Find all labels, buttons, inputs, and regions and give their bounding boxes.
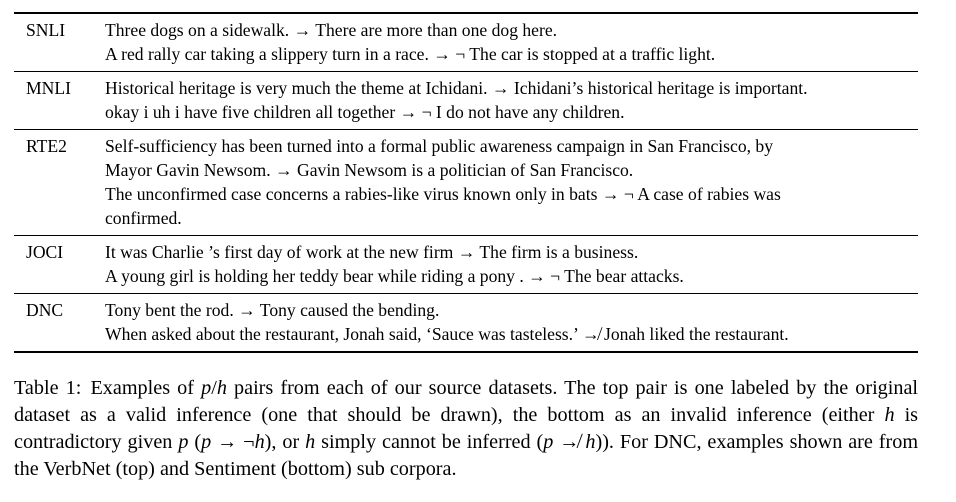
example-cell <box>104 72 918 130</box>
example-cell <box>104 294 918 353</box>
math-p: p <box>178 431 189 453</box>
table-row-rte2 <box>14 130 918 236</box>
caption-text: simply cannot be inferred ( <box>321 431 544 453</box>
table-row-snli <box>14 13 918 72</box>
math-not-arrow: ↛ <box>559 431 580 453</box>
example-cell <box>104 13 918 72</box>
dataset-label: DNC <box>26 300 64 320</box>
example-line: confirmed. <box>105 208 182 228</box>
caption-text: ( <box>194 431 202 453</box>
caption-text: )). For DNC, examples shown are from the VerbNet (top) and Sentiment (bottom) sub corpora. <box>14 431 919 480</box>
example-line: okay i uh i have five children all together → ¬ I do not have any children. <box>105 102 625 122</box>
example-line: A red rally car taking a slippery turn in a race. → ¬ The car is stopped at a traffic light. <box>105 44 716 64</box>
math-p: p <box>201 431 212 453</box>
dataset-label: SNLI <box>26 20 66 40</box>
example-line: Tony bent the rod. → Tony caused the bending. <box>105 300 440 320</box>
dataset-label: JOCI <box>26 242 64 262</box>
math-h: h <box>254 431 265 453</box>
dataset-label: MNLI <box>26 78 71 98</box>
table-row-dnc <box>14 294 918 353</box>
math-h: h <box>884 404 895 426</box>
math-h: h <box>585 431 596 453</box>
caption-text: pairs from each of our source datasets. The top pair is one labeled by the original dataset as a valid inference (one that should be drawn), the bottom as an invalid inference (either <box>14 377 919 426</box>
dataset-label: RTE2 <box>26 136 67 156</box>
example-cell <box>104 130 918 236</box>
math-h: h <box>305 431 316 453</box>
caption-label: Table 1: <box>14 377 82 399</box>
caption-text: Examples of <box>90 377 194 399</box>
example-line: Self-sufficiency has been turned into a formal public awareness campaign in San Francisco, by <box>105 136 774 156</box>
example-line: Historical heritage is very much the theme at Ichidani. → Ichidani’s historical heritage is important. <box>105 78 808 98</box>
example-line: It was Charlie ’s first day of work at the new firm → The firm is a business. <box>105 242 639 262</box>
math-h: h <box>216 377 227 399</box>
example-line: The unconfirmed case concerns a rabies-like virus known only in bats → ¬ A case of rabies was <box>105 184 781 204</box>
table-caption <box>14 375 918 483</box>
examples-table <box>14 12 918 353</box>
math-arrow-not: → ¬ <box>217 431 255 453</box>
caption-text: ), or <box>264 431 300 453</box>
example-line: Three dogs on a sidewalk. → There are more than one dog here. <box>105 20 558 40</box>
table-row-mnli <box>14 72 918 130</box>
caption-text: is contradictory given <box>14 404 919 453</box>
table-row-joci <box>14 236 918 294</box>
math-p: p <box>543 431 554 453</box>
math-p: p <box>201 377 212 399</box>
example-cell <box>104 236 918 294</box>
example-line: A young girl is holding her teddy bear while riding a pony . → ¬ The bear attacks. <box>105 266 684 286</box>
math-slash: / <box>211 377 217 399</box>
example-line: When asked about the restaurant, Jonah said, ‘Sauce was tasteless.’ ↛ Jonah liked the restaurant. <box>105 324 789 344</box>
example-line: Mayor Gavin Newsom. → Gavin Newsom is a politician of San Francisco. <box>105 160 634 180</box>
